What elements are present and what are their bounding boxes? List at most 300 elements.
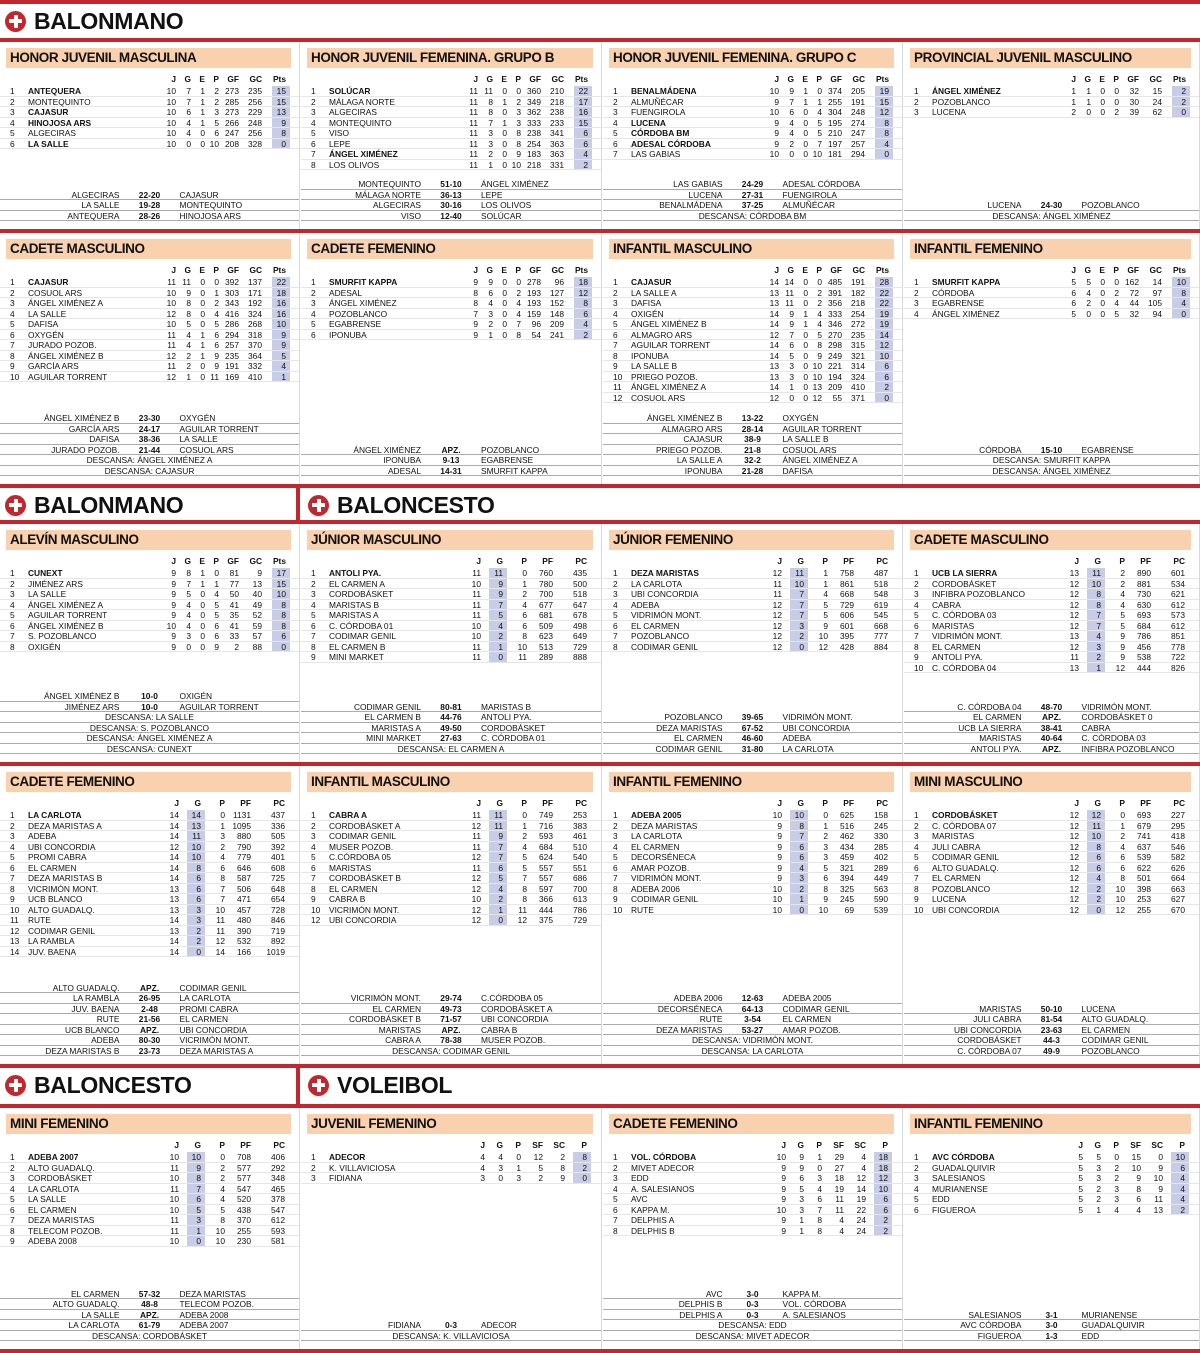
team-name: EL CARMEN — [329, 883, 378, 894]
team-name: CABRA — [932, 599, 961, 610]
stat-cell: 333 — [828, 308, 842, 319]
stat-cell: 12 — [166, 350, 176, 361]
stat-cell: 10 — [1115, 894, 1125, 904]
table-row — [603, 1215, 902, 1226]
stat-cell: 0 — [516, 1152, 521, 1162]
row-position: 8 — [10, 1225, 15, 1236]
stat-cell: 248 — [851, 107, 865, 117]
stat-cell: 289 — [874, 862, 888, 873]
table-row — [603, 393, 902, 404]
home-team: IPONUBA — [684, 465, 723, 476]
stat-cell: 663 — [1171, 883, 1185, 894]
stat-cell: 12 — [1069, 862, 1079, 873]
table-row — [603, 149, 902, 160]
stat-cell: 395 — [840, 631, 854, 641]
stat-cell: 1 — [200, 340, 205, 350]
stat-cell: 9 — [1158, 1162, 1163, 1173]
stat-cell: 10 — [1176, 277, 1186, 287]
row-position: 1 — [613, 86, 618, 96]
column-header: P — [219, 1140, 225, 1150]
stat-cell: 14 — [169, 946, 179, 957]
table-row — [301, 579, 601, 590]
team-name: CABRA B — [329, 894, 366, 904]
stat-cell: 4 — [1180, 1173, 1185, 1183]
stat-cell: 273 — [225, 86, 239, 96]
stat-cell: 9 — [789, 86, 794, 96]
stat-cell: 3 — [186, 631, 191, 641]
stat-cell: 13 — [812, 382, 822, 392]
column-header: J — [473, 265, 478, 275]
stat-cell: 254 — [527, 138, 541, 149]
row-position: 4 — [311, 308, 316, 319]
score: 51-10 — [440, 179, 462, 189]
row-position: 1 — [311, 86, 316, 96]
away-team: KAPPA M. — [782, 1288, 821, 1299]
stat-cell: 0 — [1114, 277, 1119, 287]
table-row — [603, 309, 902, 320]
row-position: 1 — [10, 277, 15, 287]
team-name: AVC CÓRDOBA — [932, 1152, 995, 1162]
table-row — [603, 631, 902, 642]
row-position: 8 — [311, 159, 316, 170]
stat-cell: 2 — [234, 641, 239, 652]
sport-title: BALONMANO — [34, 7, 184, 34]
stat-cell: 4 — [861, 1162, 866, 1173]
panel-title: HONOR JUVENIL FEMENINA. GRUPO C — [609, 48, 894, 68]
stat-cell: 2 — [1180, 1204, 1185, 1215]
match-result — [904, 702, 1199, 713]
stat-cell: 13 — [769, 371, 779, 382]
stat-cell: 209 — [550, 319, 564, 329]
stat-cell: 758 — [840, 568, 854, 578]
team-name: VICRIMÓN MONT. — [28, 883, 99, 894]
team-name: MARISTAS — [932, 620, 975, 631]
home-team: ALTO GUADALQ. — [52, 982, 120, 993]
stat-cell: 255 — [237, 1225, 251, 1236]
stat-cell: 590 — [874, 894, 888, 904]
stat-cell: 8 — [516, 128, 521, 138]
stat-cell: 1 — [502, 117, 507, 128]
column-header: Pts — [1172, 265, 1186, 275]
stat-cell: 1 — [799, 1225, 804, 1236]
column-header: G — [1094, 1140, 1101, 1150]
stat-cell: 0 — [200, 287, 205, 298]
team-name: C. CÓRDOBA 07 — [932, 820, 997, 831]
stat-cell: 8 — [488, 107, 493, 117]
stat-cell: 1 — [186, 371, 191, 382]
stat-cell: 8 — [1096, 589, 1101, 599]
stat-cell: 6 — [789, 107, 794, 117]
stat-cell: 6 — [799, 841, 804, 852]
stat-cell: 9 — [777, 862, 782, 873]
stat-cell: 2 — [538, 1173, 543, 1183]
stat-cell: 4 — [817, 1183, 822, 1194]
stat-cell: 8 — [522, 883, 527, 894]
score: 10-0 — [141, 701, 158, 712]
match-result — [603, 744, 902, 755]
team-name: BENALMÁDENA — [631, 86, 697, 96]
column-header: G — [184, 265, 191, 275]
away-team: AGUILAR TORRENT — [179, 423, 259, 434]
stat-cell: 2 — [220, 1173, 225, 1183]
away-team: SOLÚCAR — [481, 210, 522, 221]
match-result — [603, 466, 902, 477]
rest-note — [603, 1046, 902, 1057]
stat-cell: 257 — [851, 138, 865, 149]
away-team: ADEBA 2008 — [179, 1309, 229, 1320]
stat-cell: 270 — [828, 329, 842, 340]
sport-divider — [296, 486, 300, 524]
stat-cell: 13 — [1153, 1204, 1163, 1215]
stat-cell: 4 — [839, 1225, 844, 1236]
stat-cell: 11 — [469, 86, 478, 96]
row-position: 7 — [613, 1215, 618, 1225]
stat-cell: 0 — [516, 86, 521, 96]
stat-cell: 1 — [200, 578, 205, 589]
team-name: ÁNGEL XIMÉNEZ B — [631, 319, 707, 329]
stat-cell: 401 — [271, 852, 285, 862]
match-result — [0, 1025, 299, 1036]
stat-cell: 235 — [851, 329, 865, 340]
row-position: 10 — [914, 662, 924, 673]
table-row — [603, 610, 902, 621]
team-name: ÁNGEL XIMÉNEZ — [329, 149, 398, 159]
table-row — [301, 128, 601, 139]
match-result — [904, 1331, 1199, 1342]
stat-cell: 416 — [225, 308, 239, 319]
stat-cell: 1095 — [232, 820, 251, 831]
team-name: DAFISA — [631, 298, 662, 308]
row-position: 3 — [613, 831, 618, 841]
row-position: 6 — [311, 620, 316, 631]
stat-cell: 11 — [192, 831, 201, 841]
match-result — [603, 424, 902, 435]
stat-cell: 11 — [472, 641, 481, 652]
team-name: PRIEGO POZOB. — [631, 371, 698, 382]
score: APZ. — [1041, 743, 1062, 754]
table-row — [904, 600, 1199, 611]
stat-cell: 884 — [874, 641, 888, 652]
score: 78-38 — [440, 1035, 462, 1045]
stat-cell: 7 — [186, 96, 191, 107]
stat-cell: 539 — [1137, 852, 1151, 862]
column-header: P — [882, 1140, 888, 1150]
stat-cell: 6 — [799, 852, 804, 862]
stat-cell: 14 — [856, 1183, 866, 1194]
table-row — [603, 873, 902, 884]
stat-cell: 182 — [851, 287, 865, 298]
home-team: EL CARMEN — [372, 1003, 421, 1014]
stat-cell: 7 — [799, 831, 804, 841]
stat-cell: 255 — [828, 96, 842, 107]
team-name: ÁNGEL XIMÉNEZ B — [28, 620, 104, 631]
away-team: AMAR POZOB. — [782, 1024, 841, 1035]
row-position: 2 — [613, 96, 618, 107]
row-position: 12 — [10, 925, 20, 936]
stat-cell: 6 — [823, 873, 828, 883]
stat-cell: 9 — [488, 277, 493, 287]
stat-cell: 0 — [200, 599, 205, 610]
column-header: J — [774, 265, 779, 275]
stat-cell: 9 — [774, 138, 779, 149]
stat-cell: 597 — [539, 883, 553, 894]
stat-cell: 0 — [200, 610, 205, 620]
stat-cell: 8 — [817, 340, 822, 350]
stat-cell: 1 — [799, 1215, 804, 1225]
table-header — [0, 556, 299, 567]
stat-cell: 10 — [812, 361, 822, 371]
stat-cell: 11 — [472, 831, 481, 841]
match-result — [603, 712, 902, 723]
rest-note — [603, 211, 902, 222]
team-name: LOS OLIVOS — [329, 159, 380, 170]
table-row — [0, 947, 299, 958]
column-header: G — [194, 798, 201, 808]
stat-cell: 10 — [794, 578, 804, 589]
stat-cell: 18 — [878, 1162, 888, 1173]
stat-cell: 4 — [817, 308, 822, 319]
row-position: 1 — [613, 568, 618, 578]
stat-cell: 171 — [248, 287, 262, 298]
row-position: 6 — [10, 138, 15, 149]
stat-cell: 7 — [799, 589, 804, 599]
row-position: 1 — [613, 1152, 618, 1162]
table-row — [904, 97, 1199, 108]
home-team: SALESIANOS — [968, 1309, 1022, 1320]
stat-cell: 5 — [823, 610, 828, 620]
table-row — [603, 1163, 902, 1174]
team-name: DAFISA — [28, 319, 59, 329]
stat-cell: 3 — [823, 841, 828, 852]
stat-cell: 12 — [471, 873, 481, 883]
team-name: AVC — [631, 1194, 648, 1204]
team-name: JUV. BAENA — [28, 946, 77, 957]
stat-cell: 41 — [229, 620, 239, 631]
stat-cell: 2 — [220, 1162, 225, 1173]
score: 0-3 — [746, 1309, 759, 1320]
stat-cell: 366 — [539, 894, 553, 904]
table-row — [0, 852, 299, 863]
team-name: CAJASUR — [631, 277, 672, 287]
table-row — [603, 894, 902, 905]
match-result — [0, 1289, 299, 1300]
column-header: G — [797, 798, 804, 808]
stat-cell: 8 — [823, 883, 828, 894]
stat-cell: 6 — [1120, 862, 1125, 873]
row-position: 3 — [311, 589, 316, 599]
stat-cell: 0 — [200, 589, 205, 599]
stat-cell: 0 — [502, 298, 507, 308]
column-header: P — [213, 556, 219, 566]
team-name: MARISTAS A — [329, 610, 379, 620]
team-name: ADESAL — [329, 287, 363, 298]
stat-cell: 11 — [472, 652, 481, 662]
column-header: Pts — [574, 265, 588, 275]
stat-cell: 8 — [1181, 287, 1186, 298]
table-row — [603, 97, 902, 108]
table-row — [0, 107, 299, 118]
stat-cell: 44 — [1129, 298, 1139, 308]
table-row — [301, 873, 601, 884]
table-row — [0, 340, 299, 351]
row-position: 8 — [613, 350, 618, 361]
stat-cell: 18 — [276, 287, 286, 298]
stat-cell: 52 — [252, 610, 262, 620]
stat-cell: 0 — [498, 915, 503, 925]
stat-cell: 2 — [1114, 287, 1119, 298]
home-team: DAFISA — [89, 434, 120, 444]
score: 49-73 — [440, 1003, 462, 1014]
score: 49-50 — [440, 722, 462, 733]
stat-cell: 2 — [1096, 894, 1101, 904]
stat-cell: 363 — [550, 138, 564, 149]
table-row — [301, 277, 601, 288]
table-row — [0, 1173, 299, 1184]
home-team: LA SALLE — [81, 1309, 120, 1320]
stat-cell: 9 — [823, 894, 828, 904]
score: 39-65 — [741, 712, 764, 722]
rest-note — [0, 466, 299, 477]
home-team: DEZA MARISTAS B — [45, 1045, 120, 1056]
stat-cell: 2 — [186, 361, 191, 371]
stat-cell: 11 — [1154, 1194, 1163, 1204]
stat-cell: 9 — [823, 620, 828, 631]
row-position: 3 — [10, 107, 15, 117]
stat-cell: 4 — [583, 319, 588, 329]
table-row — [603, 863, 902, 874]
row-position: 6 — [10, 329, 15, 340]
away-team: LA SALLE — [179, 434, 218, 444]
stat-cell: 11 — [167, 329, 176, 340]
stat-cell: 654 — [271, 894, 285, 904]
score: 2-48 — [141, 1003, 158, 1014]
stat-cell: 12 — [166, 308, 176, 319]
sport-header — [303, 1070, 603, 1100]
stat-cell: 9 — [560, 1173, 565, 1183]
score: 12-40 — [440, 210, 462, 221]
row-position: 7 — [10, 340, 15, 350]
plus-icon — [308, 1075, 329, 1096]
table-row — [301, 160, 601, 171]
away-team: EL CARMEN — [782, 1014, 832, 1024]
away-team: LA CARLOTA — [782, 743, 834, 754]
stat-cell: 1 — [200, 350, 205, 361]
stat-cell: 6 — [884, 371, 889, 382]
home-team: CAJASUR — [683, 434, 723, 444]
sport-title: VOLEIBOL — [337, 1071, 453, 1098]
home-team: MARISTAS — [979, 1003, 1022, 1014]
stat-cell: 9 — [781, 1194, 786, 1204]
row-position: 6 — [10, 862, 15, 873]
team-name: CUNEXT — [28, 568, 63, 578]
stat-cell: 10 — [215, 1225, 225, 1236]
stat-cell: 679 — [1137, 820, 1151, 831]
table-row — [904, 894, 1199, 905]
home-team: ADESAL — [387, 465, 421, 476]
stat-cell: 166 — [237, 946, 251, 957]
team-name: MURIANENSE — [932, 1183, 988, 1194]
column-header: P — [1113, 1140, 1119, 1150]
away-team: CORDOBÁSKET — [481, 722, 546, 733]
score: 28-14 — [741, 423, 764, 434]
column-header: G — [486, 74, 493, 84]
column-header: P — [515, 265, 521, 275]
stat-cell: 2 — [1114, 1162, 1119, 1173]
stat-cell: 10 — [769, 107, 779, 117]
away-team: OXYGÉN — [179, 413, 216, 423]
team-name: ALMAGRO ARS — [631, 329, 692, 340]
team-name: LA RAMBLA — [28, 936, 75, 946]
stat-cell: 0 — [823, 810, 828, 820]
stat-cell: 1 — [516, 1162, 521, 1173]
stat-cell: 777 — [874, 631, 888, 641]
team-name: CORDOBÁSKET A — [329, 820, 401, 831]
stat-cell: 12 — [879, 107, 889, 117]
stat-cell: 6 — [799, 1173, 804, 1183]
column-header: SC — [1151, 1140, 1163, 1150]
row-position: 8 — [914, 883, 919, 894]
stat-cell: 12 — [578, 287, 588, 298]
stat-cell: 0 — [803, 350, 808, 361]
stat-cell: 4 — [1120, 589, 1125, 599]
table-row — [301, 842, 601, 853]
panel-title: INFANTIL FEMENINO — [910, 239, 1191, 259]
away-team: CAJASUR — [179, 189, 219, 200]
team-name: C.CÓRDOBA 05 — [329, 852, 391, 862]
stat-cell: 4 — [281, 361, 286, 371]
stat-cell: 12 — [1069, 852, 1079, 862]
table-row — [904, 1184, 1199, 1195]
standings-panel — [904, 766, 1200, 1064]
stat-cell: 14 — [769, 350, 779, 361]
stat-cell: 0 — [803, 138, 808, 149]
score: 49-9 — [1043, 1045, 1060, 1056]
stat-cell: 547 — [237, 1183, 251, 1194]
team-name: IPONUBA — [329, 329, 367, 340]
away-team: SMURFIT KAPPA — [481, 465, 548, 476]
stat-cell: 11 — [785, 298, 794, 308]
stat-cell: 4 — [186, 599, 191, 610]
home-team: MARISTAS A — [371, 722, 421, 733]
panel-title: HONOR JUVENIL FEMENINA. GRUPO B — [307, 48, 593, 68]
stat-cell: 6 — [789, 340, 794, 350]
stat-cell: 593 — [539, 831, 553, 841]
stat-cell: 391 — [828, 287, 842, 298]
stat-cell: 12 — [772, 568, 782, 578]
team-name: ÁNGEL XIMÉNEZ — [932, 308, 1000, 319]
away-team: UBI CONCORDIA — [782, 722, 850, 733]
team-name: EL CARMEN B — [329, 641, 386, 652]
stat-cell: 7 — [1096, 620, 1101, 631]
row-position: 2 — [914, 820, 919, 831]
table-row — [301, 330, 601, 341]
stat-cell: 2 — [1120, 831, 1125, 841]
stat-cell: 11 — [472, 862, 481, 873]
stat-cell: 3 — [488, 138, 493, 149]
table-row — [603, 118, 902, 129]
away-team: OXYGÉN — [782, 413, 819, 423]
stat-cell: 374 — [828, 86, 842, 96]
stat-cell: 786 — [1137, 631, 1151, 641]
stat-cell: 255 — [1137, 904, 1151, 915]
away-team: C. CÓRDOBA 03 — [1081, 733, 1146, 743]
stat-cell: 3 — [789, 371, 794, 382]
stat-cell: 0 — [803, 361, 808, 371]
stat-cell: 15 — [276, 578, 286, 589]
column-header: E — [802, 74, 808, 84]
stat-cell: 72 — [1129, 287, 1139, 298]
table-row — [904, 831, 1199, 842]
